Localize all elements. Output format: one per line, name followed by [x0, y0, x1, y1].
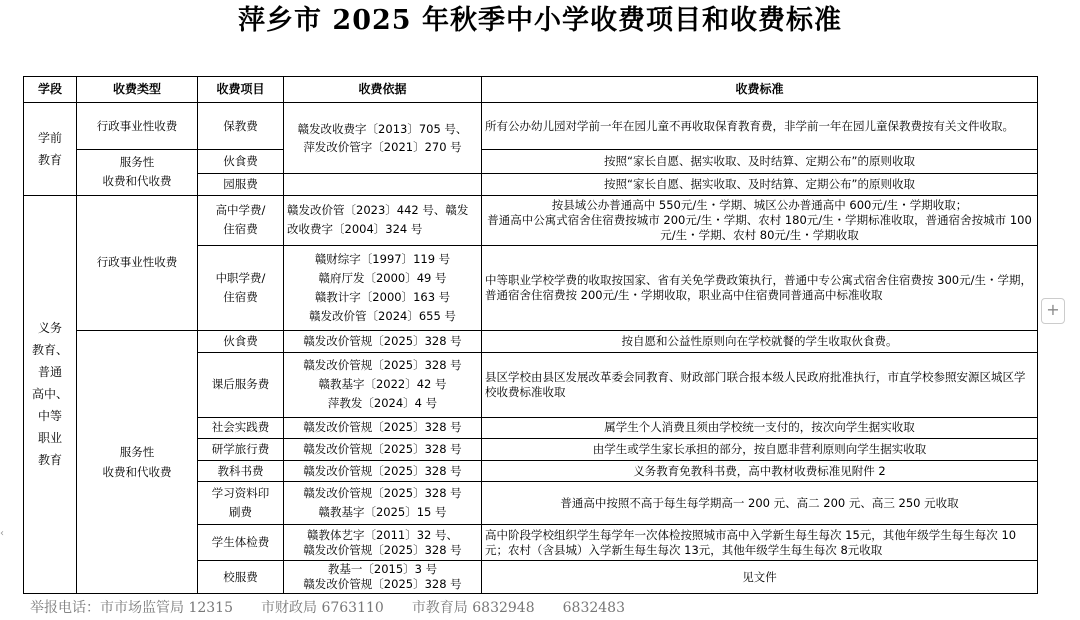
- footer-education2: 6832483: [562, 600, 625, 616]
- fee-item: 学习资料印 刷费: [198, 482, 284, 525]
- fee-type-service: 服务性 收费和代收费: [77, 331, 198, 594]
- fee-type-admin: 行政事业性收费: [77, 103, 198, 150]
- footer-label: 举报电话：: [30, 600, 100, 616]
- fee-item: 学生体检费: [198, 524, 284, 560]
- fee-basis: [284, 174, 482, 195]
- table-header-row: [24, 77, 1038, 103]
- fee-standard: 由学生或学生家长承担的部分，按自愿非营利原则向学生据实收取: [482, 438, 1038, 460]
- fee-item: 校服费: [198, 561, 284, 594]
- fee-standard: 县区学校由县区发展改革委会同教育、财政部门联合报本级人民政府批准执行，市直学校参照安源区城区学校收费标准收取: [482, 352, 1038, 417]
- fee-basis: 赣发改收费字〔2013〕705 号、 萍发改价管字〔2021〕270 号: [284, 103, 482, 174]
- footer-hotlines: [30, 597, 653, 617]
- fee-standard: 中等职业学校学费的收取按国家、省有关免学费政策执行，普通中专公寓式宿舍住宿费按 300元/生・学期，普通宿舍住宿费按 200元/生・学期收取，职业高中住宿费同普通高中标准收取: [482, 246, 1038, 331]
- fee-table: [23, 76, 1038, 594]
- table-row: [24, 149, 1038, 173]
- header-fee-item: 收费项目: [198, 77, 284, 103]
- fee-standard: 按县域公办普通高中 550元/生・学期、城区公办普通高中 600元/生・学期收取； 普通高中公寓式宿舍住宿费按城市 200元/生・学期、农村 180元/生・学期标准收取，普通宿舍按城市 100元/生・学期、农村 80元/生・学期收取: [482, 195, 1038, 246]
- header-standard: 收费标准: [482, 77, 1038, 103]
- fee-type-admin: 行政事业性收费: [77, 195, 198, 331]
- fee-basis: 赣发改价管规〔2025〕328 号: [284, 331, 482, 352]
- footer-finance: 市财政局 6763110: [261, 600, 384, 616]
- fee-basis: 赣发改价管规〔2025〕328 号: [284, 461, 482, 482]
- header-fee-type: 收费类型: [77, 77, 198, 103]
- fee-basis: 赣发改价管〔2023〕442 号、赣发改收费字〔2004〕324 号: [284, 195, 482, 246]
- fee-standard: 普通高中按照不高于每生每学期高一 200 元、高二 200 元、高三 250 元收取: [482, 482, 1038, 525]
- fee-standard: 属学生个人消费且须由学校统一支付的，按次向学生据实收取: [482, 417, 1038, 438]
- fee-item: 保教费: [198, 103, 284, 150]
- header-stage: 学段: [24, 77, 77, 103]
- stage-compulsory: 义务 教育、 普通 高中、 中等 职业 教育: [24, 195, 77, 593]
- fee-standard: 义务教育免教科书费，高中教材收费标准见附件 2: [482, 461, 1038, 482]
- fee-type-service: 服务性 收费和代收费: [77, 149, 198, 195]
- page-title: 萍乡市 2025 年秋季中小学收费项目和收费标准: [238, 5, 842, 36]
- fee-basis: 教基一〔2015〕3 号 赣发改价管规〔2025〕328 号: [284, 561, 482, 594]
- fee-item: 高中学费/ 住宿费: [198, 195, 284, 246]
- fee-item: 课后服务费: [198, 352, 284, 417]
- fee-item: 园服费: [198, 174, 284, 195]
- fee-standard: 高中阶段学校组织学生每学年一次体检按照城市高中入学新生每生每次 15元，其他年级学生每生每次 10元；农村（含县城）入学新生每生每次 13元，其他年级学生每生每次 8元收取: [482, 524, 1038, 560]
- fee-basis: 赣发改价管规〔2025〕328 号: [284, 438, 482, 460]
- fee-item: 研学旅行费: [198, 438, 284, 460]
- fee-item: 社会实践费: [198, 417, 284, 438]
- fee-item: 中职学费/ 住宿费: [198, 246, 284, 331]
- fee-standard: 按自愿和公益性原则向在学校就餐的学生收取伙食费。: [482, 331, 1038, 352]
- stage-preschool: 学前 教育: [24, 103, 77, 195]
- table-row: [24, 195, 1038, 246]
- fee-item: 教科书费: [198, 461, 284, 482]
- fee-basis: 赣教体艺字〔2011〕32 号、 赣发改价管规〔2025〕328 号: [284, 524, 482, 560]
- fee-basis: 赣发改价管规〔2025〕328 号 赣教基字〔2025〕15 号: [284, 482, 482, 525]
- table-row: [24, 331, 1038, 352]
- fee-standard: 见文件: [482, 561, 1038, 594]
- fee-item: 伙食费: [198, 331, 284, 352]
- chevron-left-icon[interactable]: ‹: [0, 528, 4, 539]
- fee-basis: 赣发改价管规〔2025〕328 号 赣教基字〔2022〕42 号 萍教发〔2024〕4 号: [284, 352, 482, 417]
- fee-basis: 赣财综字〔1997〕119 号 赣府厅发〔2000〕49 号 赣教计字〔2000〕163 号 赣发改价管〔2024〕655 号: [284, 246, 482, 331]
- fee-standard: 所有公办幼儿园对学前一年在园儿童不再收取保育教育费，非学前一年在园儿童保教费按有关文件收取。: [482, 103, 1038, 150]
- header-basis: 收费依据: [284, 77, 482, 103]
- footer-education: 市教育局 6832948: [411, 600, 535, 616]
- fee-standard: 按照“家长自愿、据实收取、及时结算、定期公布”的原则收取: [482, 149, 1038, 173]
- fee-standard: 按照“家长自愿、据实收取、及时结算、定期公布”的原则收取: [482, 174, 1038, 195]
- table-row: [24, 103, 1038, 150]
- footer-market: 市市场监管局 12315: [100, 600, 233, 616]
- zoom-in-button[interactable]: +: [1041, 298, 1065, 324]
- fee-item: 伙食费: [198, 149, 284, 173]
- fee-basis: 赣发改价管规〔2025〕328 号: [284, 417, 482, 438]
